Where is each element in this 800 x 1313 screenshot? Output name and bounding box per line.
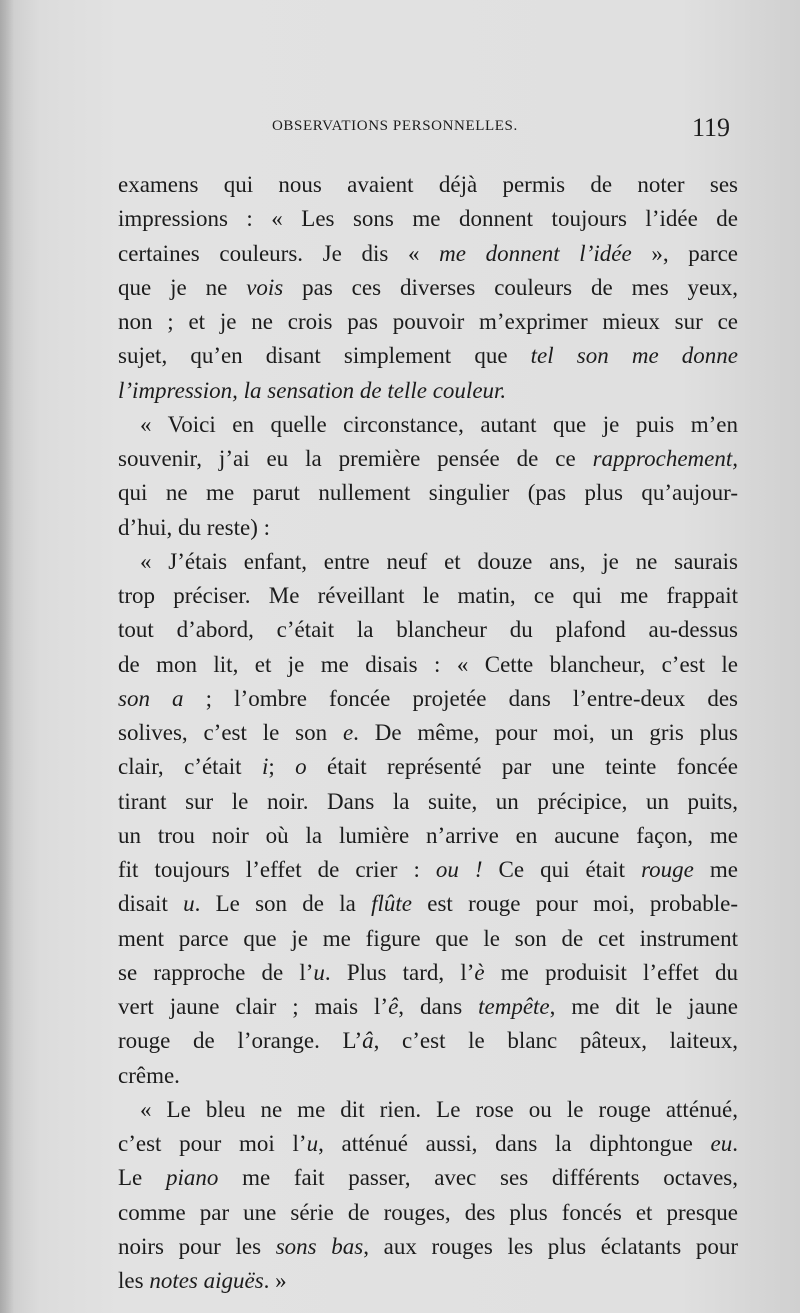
italic-text: me donnent l’idée	[439, 240, 632, 266]
text-run: me fait passer, avec ses différents octaves,	[218, 1165, 738, 1191]
text-run: souvenir, j’ai eu la première pensée de ce	[118, 446, 593, 471]
text-line	[118, 1230, 738, 1264]
text-run: ; l’ombre foncée projetée dans l’entre-deux des	[183, 685, 739, 711]
text-line	[118, 1127, 738, 1161]
text-line	[118, 202, 738, 236]
text-run: me	[693, 857, 738, 882]
text-run: c’est pour moi l’	[118, 1131, 307, 1156]
italic-text: rouge	[641, 857, 694, 882]
text-run: sujet, qu’en disant simplement que	[118, 343, 531, 369]
text-line	[118, 1024, 738, 1058]
italic-text: u	[313, 959, 325, 985]
text-run: , dans	[398, 994, 479, 1019]
text-run: . Plus tard, l’	[324, 959, 475, 985]
text-line	[118, 408, 738, 442]
text-run: . »	[263, 1268, 287, 1293]
italic-text: u	[306, 1131, 319, 1156]
italic-text: rapprochement,	[592, 446, 738, 471]
italic-text: eu	[710, 1131, 733, 1156]
italic-text: sons bas	[275, 1233, 364, 1259]
text-run: vert jaune clair ; mais l’	[118, 994, 389, 1019]
text-line	[118, 785, 738, 819]
text-run: Le	[118, 1165, 166, 1191]
page-gutter-shadow	[0, 0, 14, 1313]
text-line	[118, 1161, 738, 1195]
italic-text: â	[362, 1028, 374, 1054]
italic-text: son a	[118, 685, 184, 711]
text-line	[118, 613, 738, 647]
text-line	[118, 956, 738, 990]
text-run: qui ne me parut nullement singulier (pas plus qu’aujour-	[118, 480, 738, 506]
text-line	[118, 545, 738, 579]
italic-text: u	[183, 891, 195, 917]
text-run: est rouge pour moi, probable-	[412, 891, 739, 917]
text-line	[118, 990, 738, 1024]
text-line	[118, 305, 738, 339]
text-run: rouge de l’orange. L’	[118, 1028, 363, 1054]
text-run: noirs pour les	[118, 1233, 276, 1259]
italic-text: o	[295, 754, 307, 780]
text-run: certaines couleurs. Je dis «	[118, 240, 440, 266]
text-run: un trou noir où la lumière n’arrive en aucune façon, me	[118, 822, 738, 848]
text-run: comme par une série de rouges, des plus foncés et presque	[118, 1199, 738, 1225]
italic-text: ou !	[435, 857, 483, 882]
text-line	[118, 271, 738, 305]
text-run: clair, c’était	[118, 754, 262, 780]
text-line	[118, 1059, 738, 1093]
text-run: .	[732, 1131, 738, 1156]
text-line	[118, 1196, 738, 1230]
text-run: était représenté par une teinte foncée	[306, 754, 739, 780]
text-run: disait	[118, 891, 184, 917]
text-run: tirant sur le noir. Dans la suite, un précipice, un puits,	[118, 788, 738, 814]
text-line	[118, 579, 738, 613]
text-line	[118, 374, 738, 408]
text-run: . De même, pour moi, un gris plus	[353, 720, 739, 745]
text-line	[118, 442, 738, 476]
italic-text: i	[261, 754, 269, 780]
italic-text: vois	[246, 274, 284, 300]
text-run: crême.	[118, 1062, 180, 1088]
text-run: examens qui nous avaient déjà permis de noter ses	[118, 172, 738, 197]
text-run: ment parce que je me figure que le son de cet instrument	[118, 925, 738, 951]
text-run: « Voici en quelle circonstance, autant que je puis m’en	[140, 411, 738, 437]
text-run: d’hui, du reste) :	[118, 514, 271, 540]
text-run: , c’est le blanc pâteux, laiteux,	[373, 1028, 738, 1054]
text-line	[118, 648, 738, 682]
text-line	[118, 1264, 738, 1298]
italic-text: piano	[165, 1165, 219, 1191]
text-line	[118, 339, 738, 373]
text-line	[118, 1093, 738, 1127]
text-run: , aux rouges les plus éclatants pour	[363, 1233, 738, 1259]
text-line	[118, 237, 738, 271]
text-line	[118, 922, 738, 956]
text-run: que je ne	[118, 274, 247, 300]
text-run: les	[118, 1268, 150, 1293]
running-head: OBSERVATIONS PERSONNELLES.	[272, 118, 518, 134]
text-run: ;	[268, 754, 296, 780]
text-run: . Le son de la	[194, 891, 372, 917]
text-line	[118, 716, 738, 750]
text-run: Ce qui était	[482, 857, 642, 882]
text-line	[118, 750, 738, 784]
text-run: non ; et je ne crois pas pouvoir m’exprimer mieux sur ce	[118, 309, 738, 334]
italic-text: l’impression, la sensation de telle couleur.	[118, 377, 507, 403]
text-run: pas ces diverses couleurs de mes yeux,	[283, 274, 739, 300]
text-run: impressions : « Les sons me donnent toujours l’idée de	[118, 206, 738, 232]
italic-text: notes aiguës	[149, 1268, 264, 1293]
text-run: se rapproche de l’	[118, 959, 314, 985]
text-run: solives, c’est le son	[118, 720, 343, 745]
text-run: « J’étais enfant, entre neuf et douze ans, je ne saurais	[140, 548, 738, 574]
text-line	[118, 853, 738, 887]
text-line	[118, 887, 738, 921]
italic-text: flûte	[371, 891, 413, 917]
text-run: de mon lit, et je me disais : « Cette blancheur, c’est le	[118, 651, 738, 677]
italic-text: è	[474, 959, 485, 985]
text-run: fit toujours l’effet de crier :	[118, 857, 436, 882]
page-number: 119	[692, 113, 731, 142]
text-run: trop préciser. Me réveillant le matin, ce qui me frappait	[118, 583, 738, 608]
text-line	[118, 168, 738, 202]
text-line	[118, 682, 738, 716]
italic-text: e	[342, 720, 354, 745]
text-run: , atténué aussi, dans la diphtongue	[318, 1131, 711, 1156]
italic-text: tempête	[478, 994, 550, 1019]
body-text	[118, 168, 738, 1298]
text-line	[118, 476, 738, 510]
text-run: « Le bleu ne me dit rien. Le rose ou le rouge atténué,	[140, 1096, 738, 1122]
text-run: », parce	[631, 240, 738, 266]
text-run: , me dit le jaune	[549, 994, 738, 1019]
text-run: me produisit l’effet du	[484, 959, 738, 985]
text-run: tout d’abord, c’était la blancheur du plafond au-dessus	[118, 617, 738, 643]
text-line	[118, 819, 738, 853]
italic-text: ê	[388, 994, 399, 1019]
text-line	[118, 511, 738, 545]
italic-text: tel son me donne	[530, 343, 738, 369]
